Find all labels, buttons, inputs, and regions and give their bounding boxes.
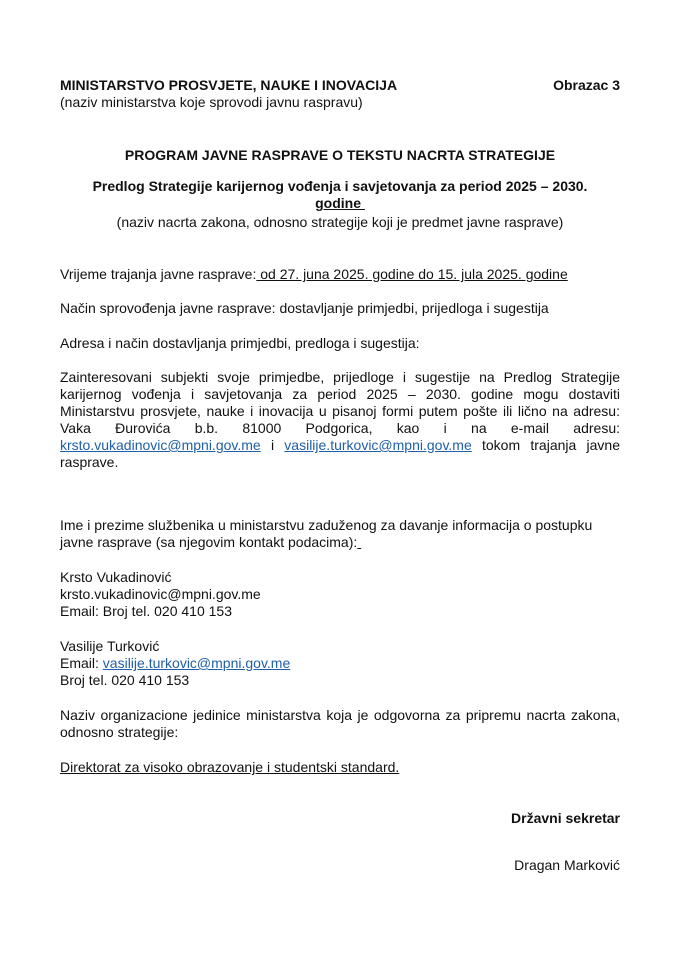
contact-phone: Broj tel. 020 410 153	[60, 672, 190, 688]
contact-email: krsto.vukadinovic@mpni.gov.me	[60, 586, 261, 602]
org-heading: Naziv organizacione jedinice ministarstva koja je odgovorna za pripremu nacrta zakona, odnosno strategije:	[60, 707, 620, 740]
signature-title: Državni sekretar	[511, 810, 620, 826]
contact-phone: Email: Broj tel. 020 410 153	[60, 603, 232, 619]
officer-heading-text: Ime i prezime službenika u ministarstvu zaduženog za davanje informacija o postupku javne rasprave (sa njegovim kontakt podacima):	[60, 517, 593, 550]
and-text: i	[260, 437, 285, 453]
duration-value: od 27. juna 2025. godine do 15. jula 2025. godine	[256, 266, 568, 282]
duration	[60, 266, 620, 283]
form-number: Obrazac 3	[553, 77, 620, 93]
contact-vasilije	[60, 638, 620, 689]
ministry-note: (naziv ministarstva koje sprovodi javnu raspravu)	[60, 94, 363, 110]
email-link-vasilije[interactable]: vasilije.turkovic@mpni.gov.me	[284, 437, 472, 453]
draft-note: (naziv nacrta zakona, odnosno strategije koji je predmet javne rasprave)	[116, 214, 564, 230]
address-paragraph	[60, 369, 620, 471]
contact-krsto	[60, 569, 620, 620]
ministry-name: MINISTARSTVO PROSVJETE, NAUKE I INOVACIJA	[60, 77, 398, 93]
address-text: Zainteresovani subjekti svoje primjedbe, prijedloge i sugestije na Predlog Strategije karijernog vođenja i savjetovanja za period 2025 – 2030. godine mogu dostaviti Ministarstvu prosvjete, nauke i inovacija u pisanoj formi putem pošte ili lično na adresu: Vaka Đurovića b.b. 81000 Podgorica, kao i na e-mail adresu:	[60, 369, 620, 436]
contact-name: Vasilije Turković	[60, 638, 160, 654]
contact-email-link[interactable]: vasilije.turkovic@mpni.gov.me	[102, 655, 291, 671]
address-text-end: tokom trajanja javne rasprave.	[60, 437, 620, 470]
address-heading: Adresa i način dostavljanja primjedbi, predloga i sugestija:	[60, 335, 420, 351]
email-link-krsto[interactable]: krsto.vukadinovic@mpni.gov.me	[60, 437, 261, 453]
signature-name: Dragan Marković	[514, 857, 620, 873]
draft-name	[60, 178, 620, 212]
draft-name-line1: Predlog Strategije karijernog vođenja i savjetovanja za period 2025 – 2030.	[92, 178, 588, 194]
document-title: PROGRAM JAVNE RASPRAVE O TEKSTU NACRTA STRATEGIJE	[124, 147, 556, 163]
contact-name: Krsto Vukadinović	[60, 569, 172, 585]
draft-name-line2: godine	[315, 195, 361, 211]
method: Način sprovođenja javne rasprave: dostavljanje primjedbi, prijedloga i sugestija	[60, 300, 549, 316]
email-label: Email:	[60, 655, 103, 671]
officer-heading	[60, 517, 600, 551]
org-name: Direktorat za visoko obrazovanje i studentski standard.	[60, 759, 400, 775]
duration-label: Vrijeme trajanja javne rasprave:	[60, 266, 257, 282]
